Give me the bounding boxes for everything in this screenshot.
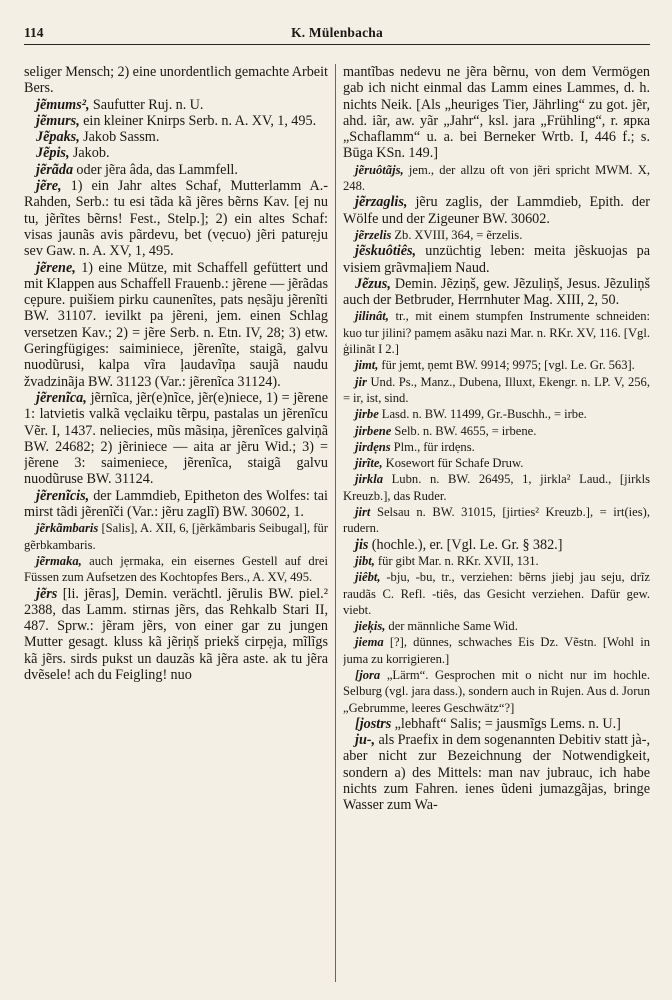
entry-headword: ju-, xyxy=(355,732,376,749)
entry-headword: jẽrzaglis, xyxy=(355,194,408,211)
entry-headword: jẽrmaka, xyxy=(36,553,82,568)
entry-headword: jirt xyxy=(355,505,371,520)
entry-text: ein kleiner Knirps Serb. n. A. XV, 1, 495. xyxy=(83,112,317,129)
entry-headword: jẽre, xyxy=(36,178,62,195)
dictionary-entry xyxy=(24,586,328,684)
entry-text: „Lärm“. Gesprochen mit o nicht nur im hochle. Selburg (vgl. jara dass.), sondern auch in Rujen. Aus d. Jorun „Gebrumme, leeres Geschwätz“?] xyxy=(343,667,650,715)
entry-text: Kosewort für Schafe Druw. xyxy=(385,456,524,471)
dictionary-entry xyxy=(24,64,328,97)
dictionary-entry xyxy=(343,569,650,618)
entry-text: Selb. n. BW. 4655, = irbene. xyxy=(394,423,537,438)
entry-text: Jakob Sassm. xyxy=(83,129,160,146)
dictionary-entry xyxy=(343,537,650,553)
entry-headword: jir xyxy=(355,374,367,389)
dictionary-entry xyxy=(343,64,650,162)
dictionary-entry xyxy=(24,178,328,259)
dictionary-entry xyxy=(343,471,650,504)
entry-headword: jiema xyxy=(355,635,384,650)
entry-text: -bju, -bu, tr., verziehen: bẽrns jiebj jau seju, drĩz raudãs C. Refl. -tiês, das Gesicht verziehen. Dafür gew. viebt. xyxy=(343,570,650,617)
entry-text: für jemt, ņemt BW. 9914; 9975; [vgl. Le. Gr. 563]. xyxy=(381,358,635,373)
dictionary-entry xyxy=(24,488,328,521)
dictionary-entry xyxy=(343,732,650,813)
entry-text: [?], dünnes, schwaches Eis Dz. Vẽstn. [Wohl in juma zu korrigieren.] xyxy=(343,635,650,666)
dictionary-entry xyxy=(24,553,328,586)
entry-headword: jirbe xyxy=(355,407,379,422)
entry-headword: jieķis, xyxy=(355,619,386,634)
entry-text: unzüchtig leben: meita jẽskuojas pa visiem grãvmaļiem Naud. xyxy=(343,243,650,276)
entry-headword: jimt, xyxy=(355,358,379,373)
dictionary-entry xyxy=(24,390,328,488)
entry-text: der Lammdieb, Epitheton des Wolfes: tai mirst tãdi jẽrenĩči (Var.: jẽru zaglĩ) BW. 30602, 1. xyxy=(24,487,328,521)
entry-headword: jibt, xyxy=(355,553,375,568)
entry-headword: [jora xyxy=(355,667,381,682)
entry-text: Selsau n. BW. 31015, [jirties² Kreuzb.], = irt(ies), rudern. xyxy=(343,505,650,536)
entry-text: der männliche Same Wid. xyxy=(388,619,518,634)
entry-text: [li. jẽras], Demin. verächtl. jẽrulis BW. piel.² 2388, das Lamm. stirnas jẽrs, das Rehkalb Stari II, 487. Sprw.: jẽram jẽrs, von einer gar zu jungen Mutter gesagt. kluss kã jẽriņš priekš cirpẹja, mĩlĩgs kã jẽrs. sirds pukst un dauzãs kã jẽra aste. ak tu jẽra dvẽsele! ach du Feigling! nuo xyxy=(24,585,328,683)
entry-text: [Salis], A. XII, 6, [jẽrkãmbaris Seibugal], für gẽrbkambaris. xyxy=(24,521,328,552)
dictionary-entry xyxy=(343,243,650,276)
entry-text: Jakob. xyxy=(72,145,110,162)
entry-headword: jis xyxy=(355,536,369,553)
entry-text: Und. Ps., Manz., Dubena, Illuxt, Ekengr. n. LP. V, 256, = ir, ist, sind. xyxy=(343,374,650,405)
entry-headword: jẽrene, xyxy=(36,259,76,276)
entry-text: mantĩbas nedevu ne jẽra bẽrnu, von dem Vermögen gab ich nicht einmal das Lamm eines Lammes, d. h. nichts Neik. [Als „heuriges Tier, Jährling“ zu got. jẽr, ahd. iãr, aw. yãr „Jahr“, ksl. jara „Frühling“, r. ярка „Schaflamm“ u. a. bei Berneker Wrtb. I, 446 f.; s. Būga KSn. 149.] xyxy=(343,64,650,162)
entry-text: Saufutter Ruj. n. U. xyxy=(92,96,204,113)
entry-text: tr., mit einem stumpfen Instrumente schneiden: kuo tur jilini? pamẹm asãku nazi Mar. n. RKr. XV, 116. [Vgl. ģilinãt I 2.] xyxy=(343,309,650,357)
dictionary-entry xyxy=(343,227,650,243)
entry-headword: jirbene xyxy=(355,423,392,438)
dictionary-entry xyxy=(343,406,650,422)
entry-headword: jẽskuôtiês, xyxy=(355,243,417,260)
entry-headword: jiêbt, xyxy=(355,570,381,585)
entry-text: jẽru zaglis, der Lammdieb, Epith. der Wölfe und der Zigeuner BW. 30602. xyxy=(343,194,650,227)
entry-text: oder jẽra âda, das Lammfell. xyxy=(76,161,238,178)
entry-text: Demin. Jẽziņš, gew. Jẽzuliņš, Jesus. Jẽzuliņš auch der Betbruder, Herrnhuter Mag. XIII, 2, 50. xyxy=(343,275,650,309)
dictionary-entry xyxy=(343,374,650,407)
dictionary-entry xyxy=(24,162,328,178)
dictionary-entry xyxy=(343,455,650,471)
entry-headword: jirĩte, xyxy=(355,456,383,471)
dictionary-entry xyxy=(24,97,328,113)
entry-text: jem., der allzu oft von jẽri spricht MWM. X, 248. xyxy=(343,162,650,194)
dictionary-entry xyxy=(343,504,650,537)
entry-text: Lasd. n. BW. 11499, Gr.-Buschh., = irbe. xyxy=(381,407,587,422)
dictionary-entry xyxy=(343,553,650,569)
left-column xyxy=(24,64,328,982)
entry-headword: jẽmurs, xyxy=(36,112,80,129)
entry-headword: jilinât, xyxy=(355,309,389,324)
dictionary-entry xyxy=(343,308,650,357)
entry-headword: [jostrs xyxy=(355,715,392,732)
entry-headword: jẽrenĩcis, xyxy=(36,487,90,504)
entry-headword: jẽmums², xyxy=(36,96,90,113)
columns xyxy=(24,64,650,982)
entry-headword: Jẽpis, xyxy=(36,145,70,162)
page-number: 114 xyxy=(24,25,44,40)
entry-text: „lebhaft“ Salis; = jausmĩgs Lems. n. U.] xyxy=(394,715,621,732)
dictionary-entry xyxy=(343,357,650,373)
entry-headword: jẽrs xyxy=(36,585,58,602)
dictionary-entry xyxy=(343,667,650,716)
entry-headword: jẽrãda xyxy=(36,161,74,178)
entry-text: Plm., für irdẹns. xyxy=(393,439,475,454)
dictionary-entry xyxy=(343,423,650,439)
dictionary-entry xyxy=(24,129,328,145)
entry-headword: jẽruôtãjs, xyxy=(355,162,404,177)
dictionary-page xyxy=(24,22,650,982)
entry-text: auch jẹrmaka, ein eisernes Gestell auf drei Füssen zum Aufsetzen des Kochtopfes Bers., A. XV, 495. xyxy=(24,553,328,585)
entry-headword: Jẽpaks, xyxy=(36,129,80,146)
entry-text: Zb. XVIII, 364, = ẽrzelis. xyxy=(394,227,523,242)
entry-text: seliger Mensch; 2) eine unordentlich gemachte Arbeit Bers. xyxy=(24,64,328,97)
dictionary-entry xyxy=(24,520,328,553)
dictionary-entry xyxy=(24,113,328,129)
dictionary-entry xyxy=(343,634,650,667)
entry-text: Lubn. n. BW. 26495, 1, jirkla² Laud., [jirkls Kreuzb.], das Ruder. xyxy=(343,472,650,503)
dictionary-entry xyxy=(343,439,650,455)
entry-text: (hochle.), er. [Vgl. Le. Gr. § 382.] xyxy=(371,536,563,553)
dictionary-entry xyxy=(343,162,650,195)
entry-text: als Praefix in dem sogenannten Debitiv statt jà-, aber nicht zur Bezeichnung der Notwendigkeit, sondern a) des Mittels: man nav jubrauc, ich habe nichts zum Fahren. ienes ũdeni jumazgãjas, bringe Wasser zum Wa- xyxy=(343,732,650,814)
running-head: K. Mülenbacha xyxy=(291,25,383,40)
dictionary-entry xyxy=(343,716,650,732)
dictionary-entry xyxy=(343,194,650,227)
entry-headword: jẽrkãmbaris xyxy=(36,521,99,536)
dictionary-entry xyxy=(343,618,650,634)
entry-headword: jẽrzelis xyxy=(355,227,392,242)
page-header xyxy=(24,22,650,45)
entry-text: 1) ein Jahr altes Schaf, Mutterlamm A.-Rahden, Serb.: tu esi tãda kã jẽres bẽrns Kav. [ej nu tu, jẽrĩtes bẽrns! Fest., Stelp.]; 2) ein altes Schaf: visas jaunãs avis pãrdevu, bet (vẹcuo) jẽri paturẹju sev Gaw. n. A. XV, 1, 495. xyxy=(24,178,328,260)
entry-headword: jirkla xyxy=(355,472,383,487)
right-column xyxy=(343,64,650,982)
dictionary-entry xyxy=(24,145,328,161)
dictionary-entry xyxy=(24,260,328,390)
entry-headword: jirdẹns xyxy=(355,439,391,454)
entry-headword: jẽrenĩca, xyxy=(36,389,87,406)
entry-headword: Jẽzus, xyxy=(355,275,391,292)
entry-text: für gibt Mar. n. RKr. XVII, 131. xyxy=(377,553,539,568)
dictionary-entry xyxy=(343,276,650,309)
entry-text: jẽrnĩca, jẽr(e)nĩce, jẽr(e)niece, 1) = jẽrene 1: latvietis valkã vẹclaiku tẽrpu, pastalas un jẽrenĩcu Vẽr. I, 1437. neliecies, mũs mãsiņa, jẽrenĩces galviņã BW. 24682; 2) jẽriniece — aita ar jẽru Wid.; 3) = jẽrene 3: saimeniece, jẽrenĩca, staigã galvu nuodũruse BW. 31124. xyxy=(24,389,328,488)
entry-text: 1) eine Mütze, mit Schaffell gefüttert und mit Klappen aus Schaffell Frauenb.: jẽrene — jẽrãdas cẹpure. puišiem pirku caunenĩtes, pats nẹsãju jẽrenĩti BW. 31107. ievilkt pa jẽreni, jem. einen Schlag versetzen Kav.; 2) = jẽre Serb. n. Etn. IV, 28; 3) etw. Geringfügiges: saiminiece, jẽrenĩte, staigã, galvu nuodũrusi, kalpa vĩra ļaudavĩņa saujã naudu žvadzinãja BW. 31123 (Var.: jẽrenĩca 31124). xyxy=(24,259,328,390)
